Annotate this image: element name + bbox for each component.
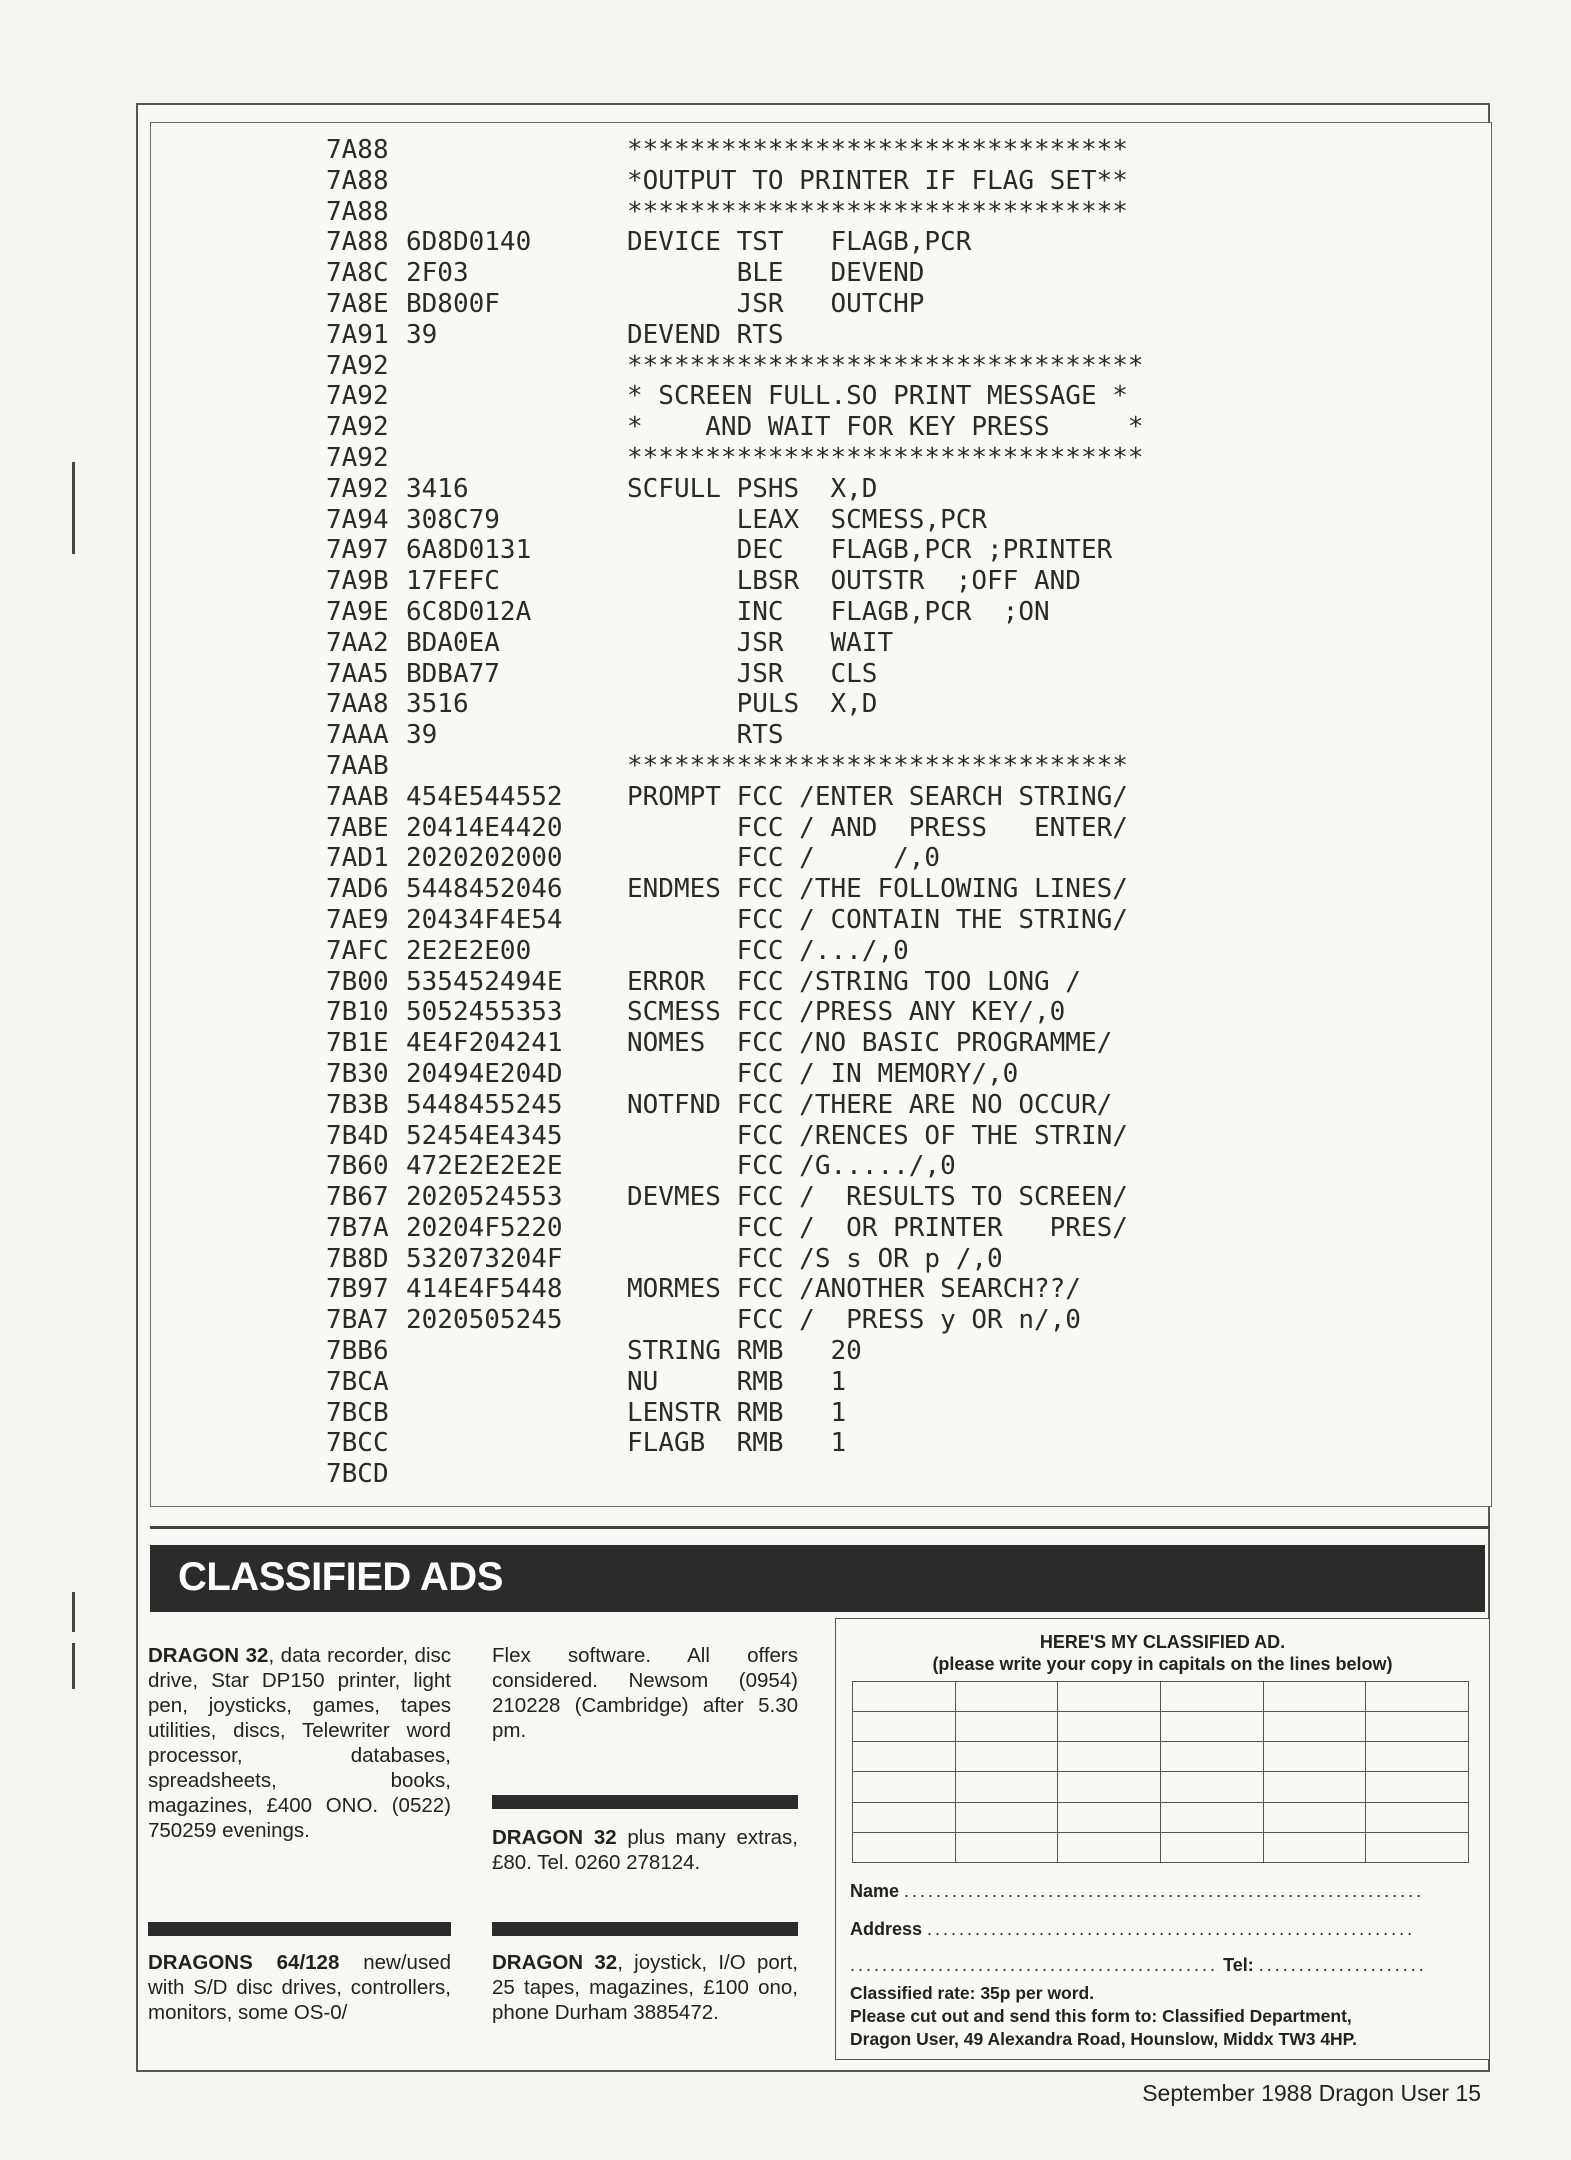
listing-hex: 5448452046 <box>406 874 563 905</box>
listing-line <box>180 1121 1460 1152</box>
listing-line <box>180 1151 1460 1182</box>
ad-copy-grid[interactable] <box>852 1681 1469 1863</box>
listing-hex: 2F03 <box>406 258 469 289</box>
listing-address: 7AFC <box>326 935 389 966</box>
listing-address: 7AD6 <box>326 874 389 905</box>
listing-code: INC FLAGB,PCR ;ON <box>627 596 1050 627</box>
listing-address: 7B67 <box>326 1182 389 1213</box>
listing-code: LBSR OUTSTR ;OFF AND <box>627 566 1081 597</box>
listing-hex: 20414E4420 <box>406 812 563 843</box>
listing-line <box>180 905 1460 936</box>
listing-line <box>180 813 1460 844</box>
listing-code: FCC /RENCES OF THE STRIN/ <box>627 1120 1128 1151</box>
classified-title: CLASSIFIED ADS <box>178 1555 503 1599</box>
listing-code: ********************************* <box>627 350 1144 381</box>
listing-hex: 20494E204D <box>406 1058 563 1089</box>
listing-hex: 472E2E2E2E <box>406 1151 563 1182</box>
listing-code: BLE DEVEND <box>627 258 925 289</box>
ad-dragon-32-b: DRAGON 32 plus many extras, £80. Tel. 0260 278124. <box>492 1826 799 1874</box>
listing-hex: BDBA77 <box>406 658 500 689</box>
listing-hex: 39 <box>406 720 438 751</box>
listing-line <box>180 597 1460 628</box>
listing-line <box>180 443 1460 474</box>
listing-address: 7AAA <box>326 720 389 751</box>
listing-code: ******************************** <box>627 135 1128 165</box>
listing-address: 7A8C <box>326 258 389 289</box>
listing-line <box>180 1182 1460 1213</box>
listing-line <box>180 874 1460 905</box>
listing-line <box>180 320 1460 351</box>
ad-separator <box>492 1795 798 1809</box>
listing-code: DEVICE TST FLAGB,PCR <box>627 227 972 258</box>
listing-address: 7B97 <box>326 1274 389 1305</box>
listing-code: FCC / PRESS y OR n/,0 <box>627 1305 1081 1336</box>
listing-address: 7A8E <box>326 288 389 319</box>
listing-code: ERROR FCC /STRING TOO LONG / <box>627 966 1081 997</box>
listing-hex: 17FEFC <box>406 566 500 597</box>
listing-hex: 414E4F5448 <box>406 1274 563 1305</box>
listing-code: DEC FLAGB,PCR ;PRINTER <box>627 535 1113 566</box>
listing-code: LEAX SCMESS,PCR <box>627 504 988 535</box>
margin-mark <box>72 462 75 554</box>
listing-line <box>180 1398 1460 1429</box>
listing-line <box>180 689 1460 720</box>
classified-order-form <box>835 1618 1490 2060</box>
listing-address: 7B1E <box>326 1028 389 1059</box>
ad-dragons-continued: Flex software. All offers considered. Newsom (0954) 210228 (Cambridge) after 5.30 pm. <box>492 1644 798 1742</box>
listing-address: 7A92 <box>326 442 389 473</box>
listing-line <box>180 1090 1460 1121</box>
listing-address: 7ABE <box>326 812 389 843</box>
ad-dragons-64-128: DRAGONS 64/128 new/used with S/D disc drives, controllers, monitors, some OS-0/ <box>148 1951 451 2024</box>
listing-address: 7B30 <box>326 1058 389 1089</box>
listing-line <box>180 1367 1460 1398</box>
listing-code: MORMES FCC /ANOTHER SEARCH??/ <box>627 1274 1081 1305</box>
listing-hex: 3516 <box>406 689 469 720</box>
listing-address: 7BCB <box>326 1397 389 1428</box>
listing-hex: 308C79 <box>406 504 500 535</box>
listing-address: 7A88 <box>326 165 389 196</box>
listing-address: 7A88 <box>326 135 389 165</box>
listing-line <box>180 381 1460 412</box>
listing-code: STRING RMB 20 <box>627 1336 862 1367</box>
listing-code: SCFULL PSHS X,D <box>627 473 878 504</box>
listing-code: ********************************* <box>627 442 1144 473</box>
listing-address: 7AA5 <box>326 658 389 689</box>
listing-line <box>180 843 1460 874</box>
listing-address: 7A92 <box>326 412 389 443</box>
assembly-listing <box>180 135 1460 1490</box>
listing-hex: 2020505245 <box>406 1305 563 1336</box>
listing-code: NOTFND FCC /THERE ARE NO OCCUR/ <box>627 1089 1113 1120</box>
name-field[interactable]: Name ................................................................. <box>850 1881 1425 1901</box>
listing-address: 7AA2 <box>326 627 389 658</box>
listing-address: 7B8D <box>326 1243 389 1274</box>
listing-line <box>180 227 1460 258</box>
listing-line <box>180 258 1460 289</box>
listing-address: 7AAB <box>326 750 389 781</box>
listing-hex: 3416 <box>406 473 469 504</box>
listing-code: DEVEND RTS <box>627 319 784 350</box>
listing-address: 7B00 <box>326 966 389 997</box>
form-instructions: Classified rate: 35p per word. Please cut out and send this form to: Classified Department, Dragon User, 49 Alexandra Road, Hounslow, Middx TW3 4HP. <box>850 1983 1357 2049</box>
listing-line <box>180 1059 1460 1090</box>
listing-address: 7B10 <box>326 997 389 1028</box>
listing-hex: 6A8D0131 <box>406 535 532 566</box>
listing-code: FCC /G...../,0 <box>627 1151 956 1182</box>
listing-code: RTS <box>627 720 784 751</box>
listing-line <box>180 1336 1460 1367</box>
listing-address: 7BCC <box>326 1428 389 1459</box>
listing-address: 7AAB <box>326 781 389 812</box>
listing-hex: 532073204F <box>406 1243 563 1274</box>
listing-line <box>180 535 1460 566</box>
listing-code: FCC / /,0 <box>627 843 941 874</box>
listing-line <box>180 782 1460 813</box>
listing-code: *OUTPUT TO PRINTER IF FLAG SET** <box>627 165 1128 196</box>
listing-hex: 2E2E2E00 <box>406 935 532 966</box>
margin-mark <box>72 1592 75 1632</box>
listing-hex: 535452494E <box>406 966 563 997</box>
ad-dragon-32-a: DRAGON 32, data recorder, disc drive, Star DP150 printer, light pen, joysticks, games, tapes utilities, discs, Telewriter word processor, databases, spreadsheets, books, magazines, £400 ONO. (0522) 750259 evenings. <box>148 1644 451 1842</box>
listing-hex: 20434F4E54 <box>406 904 563 935</box>
ad-separator <box>492 1922 798 1936</box>
listing-address: 7A92 <box>326 350 389 381</box>
listing-code: * SCREEN FULL.SO PRINT MESSAGE * <box>627 381 1128 412</box>
listing-address: 7B3B <box>326 1089 389 1120</box>
listing-code: DEVMES FCC / RESULTS TO SCREEN/ <box>627 1182 1128 1213</box>
listing-address: 7AA8 <box>326 689 389 720</box>
listing-line <box>180 659 1460 690</box>
listing-hex: 52454E4345 <box>406 1120 563 1151</box>
listing-code: SCMESS FCC /PRESS ANY KEY/,0 <box>627 997 1066 1028</box>
section-rule <box>150 1526 1490 1529</box>
listing-address: 7BA7 <box>326 1305 389 1336</box>
listing-hex: 6D8D0140 <box>406 227 532 258</box>
listing-code: ******************************** <box>627 750 1128 781</box>
listing-address: 7BB6 <box>326 1336 389 1367</box>
listing-address: 7A92 <box>326 381 389 412</box>
listing-code: FCC / OR PRINTER PRES/ <box>627 1212 1128 1243</box>
listing-line <box>180 1459 1460 1490</box>
listing-hex: 2020202000 <box>406 843 563 874</box>
listing-address: 7A88 <box>326 196 389 227</box>
classified-banner <box>150 1545 1485 1612</box>
listing-code: LENSTR RMB 1 <box>627 1397 847 1428</box>
ad-column-1 <box>148 1643 451 1843</box>
listing-line <box>180 1244 1460 1275</box>
listing-line <box>180 412 1460 443</box>
listing-code: NU RMB 1 <box>627 1366 847 1397</box>
listing-code: JSR OUTCHP <box>627 288 925 319</box>
listing-line <box>180 1028 1460 1059</box>
listing-code: FCC /S s OR p /,0 <box>627 1243 1003 1274</box>
listing-hex: 5448455245 <box>406 1089 563 1120</box>
listing-code: FLAGB RMB 1 <box>627 1428 847 1459</box>
listing-hex: 4E4F204241 <box>406 1028 563 1059</box>
listing-code: FCC / AND PRESS ENTER/ <box>627 812 1128 843</box>
margin-mark <box>72 1643 75 1689</box>
listing-line <box>180 1305 1460 1336</box>
listing-code: NOMES FCC /NO BASIC PROGRAMME/ <box>627 1028 1113 1059</box>
tel-field[interactable]: .............................................. Tel: ..................... <box>850 1955 1427 1975</box>
listing-address: 7B7A <box>326 1212 389 1243</box>
listing-line <box>180 197 1460 228</box>
listing-line <box>180 720 1460 751</box>
ad-separator <box>148 1922 451 1936</box>
listing-address: 7A97 <box>326 535 389 566</box>
listing-code: FCC / IN MEMORY/,0 <box>627 1058 1019 1089</box>
listing-line <box>180 166 1460 197</box>
listing-line <box>180 474 1460 505</box>
listing-code: FCC / CONTAIN THE STRING/ <box>627 904 1128 935</box>
listing-address: 7A88 <box>326 227 389 258</box>
listing-code: JSR CLS <box>627 658 878 689</box>
listing-address: 7AE9 <box>326 904 389 935</box>
listing-line <box>180 1213 1460 1244</box>
listing-address: 7BCA <box>326 1366 389 1397</box>
listing-line <box>180 997 1460 1028</box>
listing-address: 7AD1 <box>326 843 389 874</box>
ad-dragon-32-c: DRAGON 32, joystick, I/O port, 25 tapes, magazines, £100 ono, phone Durham 3885472. <box>492 1951 799 2024</box>
listing-code: PROMPT FCC /ENTER SEARCH STRING/ <box>627 781 1128 812</box>
listing-hex: 2020524553 <box>406 1182 563 1213</box>
listing-address: 7A9B <box>326 566 389 597</box>
listing-line <box>180 751 1460 782</box>
listing-line <box>180 566 1460 597</box>
listing-hex: BDA0EA <box>406 627 500 658</box>
listing-line <box>180 1428 1460 1459</box>
listing-address: 7A9E <box>326 596 389 627</box>
form-heading: HERE'S MY CLASSIFIED AD. (please write your copy in capitals on the lines below) <box>932 1632 1393 1674</box>
listing-hex: 20204F5220 <box>406 1212 563 1243</box>
listing-hex: 454E544552 <box>406 781 563 812</box>
listing-hex: 5052455353 <box>406 997 563 1028</box>
listing-hex: BD800F <box>406 288 500 319</box>
page-footer: September 1988 Dragon User 15 <box>1142 2080 1481 2106</box>
listing-address: 7A94 <box>326 504 389 535</box>
address-field[interactable]: Address ............................................................. <box>850 1919 1416 1939</box>
listing-address: 7B4D <box>326 1120 389 1151</box>
listing-line <box>180 135 1460 166</box>
listing-address: 7BCD <box>326 1459 389 1490</box>
listing-hex: 39 <box>406 319 438 350</box>
ad-column-2 <box>492 1643 798 1743</box>
listing-line <box>180 628 1460 659</box>
listing-line <box>180 1274 1460 1305</box>
listing-line <box>180 351 1460 382</box>
listing-line <box>180 505 1460 536</box>
listing-line <box>180 936 1460 967</box>
listing-code: * AND WAIT FOR KEY PRESS * <box>627 412 1144 443</box>
listing-code: ENDMES FCC /THE FOLLOWING LINES/ <box>627 874 1128 905</box>
listing-line <box>180 289 1460 320</box>
listing-line <box>180 967 1460 998</box>
listing-hex: 6C8D012A <box>406 596 532 627</box>
listing-code: PULS X,D <box>627 689 878 720</box>
listing-address: 7B60 <box>326 1151 389 1182</box>
listing-code: FCC /.../,0 <box>627 935 909 966</box>
listing-address: 7A92 <box>326 473 389 504</box>
listing-address: 7A91 <box>326 319 389 350</box>
listing-code: JSR WAIT <box>627 627 894 658</box>
listing-code: ******************************** <box>627 196 1128 227</box>
